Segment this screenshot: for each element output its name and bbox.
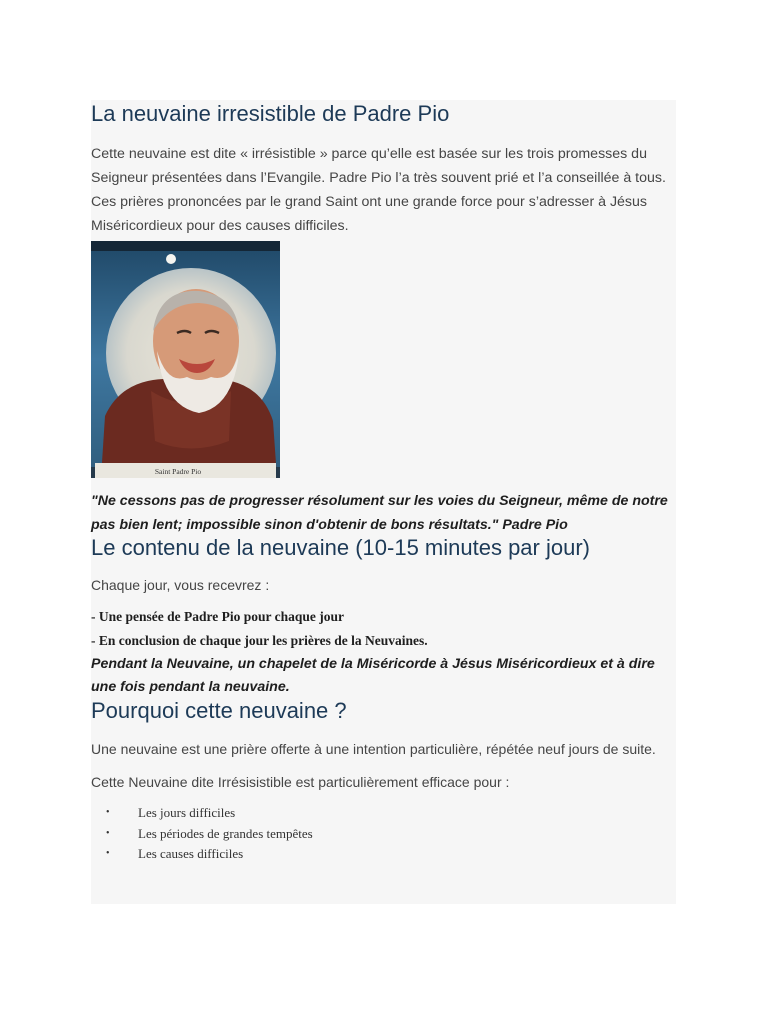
pendant-note: Pendant la Neuvaine, un chapelet de la Miséricorde à Jésus Miséricordieux et à dire une fois pendant la neuvaine. — [91, 656, 655, 695]
list-item: - Une pensée de Padre Pio pour chaque jour — [91, 609, 344, 624]
bullet-icon: • — [106, 807, 110, 818]
section-heading-pourquoi: Pourquoi cette neuvaine ? — [91, 698, 347, 723]
list-item — [91, 803, 681, 824]
section-heading-contenu: Le contenu de la neuvaine (10-15 minutes par jour) — [91, 535, 590, 560]
list-item-label: Les périodes de grandes tempêtes — [138, 825, 313, 841]
list-item — [91, 824, 681, 845]
section-contenu-intro: Chaque jour, vous recevrez : — [91, 577, 270, 593]
efficacite-intro: Cette Neuvaine dite Irrésisistible est particulièrement efficace pour : — [91, 774, 510, 790]
padre-pio-portrait — [91, 241, 280, 478]
list-item-label: Les jours difficiles — [138, 805, 236, 820]
list-item — [91, 844, 681, 865]
contenu-list — [91, 605, 681, 653]
list-item-label: Les causes difficiles — [138, 846, 244, 861]
photo-caption: Saint Padre Pio — [154, 467, 202, 476]
list-item: - En conclusion de chaque jour les prières de la Neuvaines. — [91, 633, 428, 648]
bullet-icon: • — [106, 848, 110, 859]
intro-paragraph: Cette neuvaine est dite « irrésistible » parce qu’elle est basée sur les trois promesses du Seigneur présentées dans l’Evangile. Padre Pio l’a très souvent prié et l’a conseillée à tous. Ces prières prononcées par le grand Saint ont une grande force pour s’adresser à Jésus Miséricordieux pour des causes difficiles. — [91, 146, 666, 234]
page-title: La neuvaine irresistible de Padre Pio — [91, 101, 450, 126]
neuvaine-definition: Une neuvaine est une prière offerte à une intention particulière, répétée neuf jours de suite. — [91, 741, 656, 757]
causes-list — [91, 803, 681, 865]
article — [91, 100, 681, 865]
bullet-icon: • — [106, 827, 110, 839]
padre-pio-quote: "Ne cessons pas de progresser résolument sur les voies du Seigneur, même de notre pas bien lent; impossible sinon d'obtenir de bons résultats." Padre Pio — [91, 493, 668, 533]
padre-pio-photo — [91, 241, 280, 478]
